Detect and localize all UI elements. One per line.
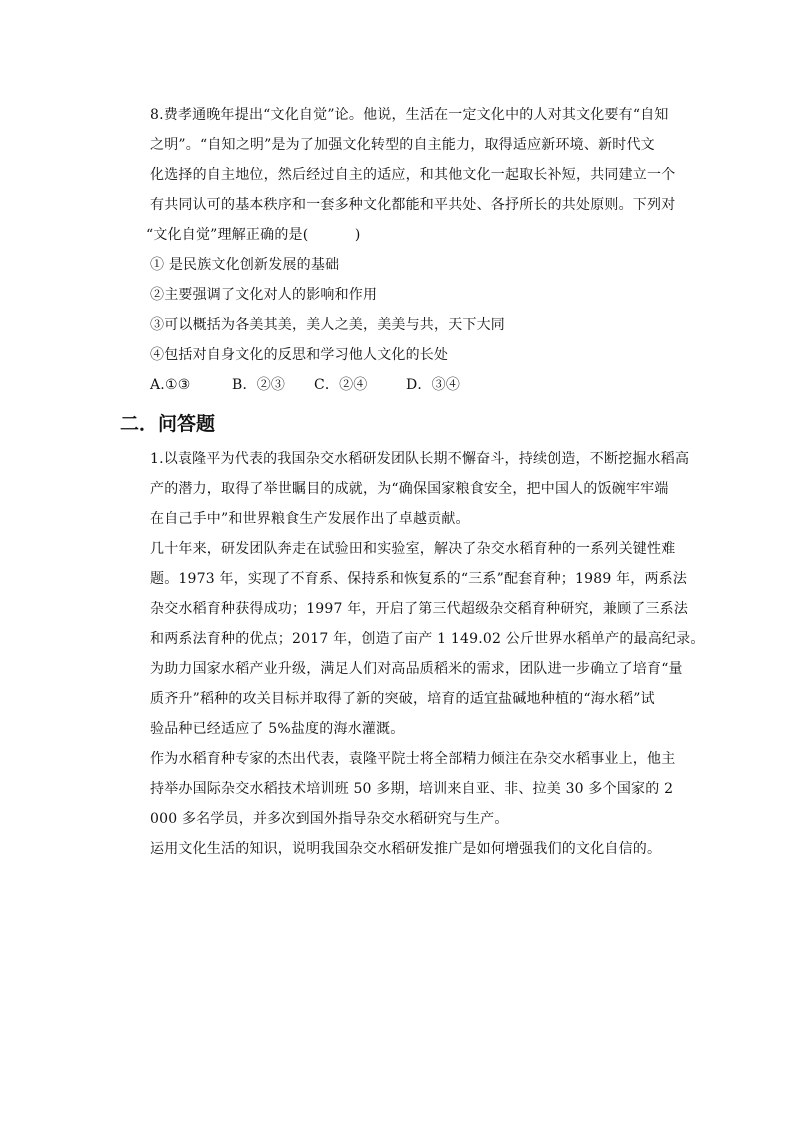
- question-1-line: 1.以袁隆平为代表的我国杂交水稻研发团队长期不懈奋斗，持续创造，不断挖掘水稻高: [150, 451, 690, 467]
- question-1-line: 000 多名学员，并多次到国外指导杂交水稻研究与生产。: [150, 811, 509, 827]
- question-8-line: 有共同认可的基本秩序和一套多种文化都能和平共处、各抒所长的共处原则。下列对: [150, 197, 676, 213]
- option-1: ① 是民族文化创新发展的基础: [150, 257, 340, 273]
- choice-a: A.①③: [150, 377, 191, 393]
- question-1-line: 验品种已经适应了 5%盐度的海水灌溉。: [150, 721, 405, 737]
- question-1-line: 杂交水稻育种获得成功；1997 年，开启了第三代超级杂交稻育种研究，兼顾了三系法: [150, 601, 689, 617]
- question-1-line: 持举办国际杂交水稻技术培训班 50 多期，培训来自亚、非、拉美 30 多个国家的 2: [150, 781, 674, 797]
- choice-b: B．②③: [232, 377, 286, 393]
- question-1-line: 为助力国家水稻产业升级，满足人们对高品质稻米的需求，团队进一步确立了培育“量: [150, 661, 683, 677]
- question-1-line: 在自己手中”和世界粮食生产发展作出了卓越贡献。: [150, 511, 470, 527]
- question-1: [120, 444, 705, 864]
- question-1-line: 作为水稻育种专家的杰出代表，袁隆平院士将全部精力倾注在杂交水稻事业上，他主: [150, 751, 676, 767]
- question-1-line: 质齐升”稻种的攻关目标并取得了新的突破，培育的适宜盐碱地种植的“海水稻”试: [150, 691, 655, 707]
- question-8-line: 8.费孝通晚年提出“文化自觉”论。他说，生活在一定文化中的人对其文化要有“自知: [150, 107, 669, 123]
- question-8-line: “文化自觉”理解正确的是( ): [146, 227, 361, 243]
- option-2: ②主要强调了文化对人的影响和作用: [150, 287, 378, 303]
- question-8-line: 之明”。“自知之明”是为了加强文化转型的自主能力，取得适应新环境、新时代文: [150, 137, 655, 153]
- option-3: ③可以概括为各美其美，美人之美，美美与共，天下大同: [150, 317, 505, 333]
- question-1-line: 运用文化生活的知识，说明我国杂交水稻研发推广是如何增强我们的文化自信的。: [150, 841, 662, 857]
- choice-d: D．③④: [406, 377, 461, 393]
- option-4: ④包括对自身文化的反思和学习他人文化的长处: [150, 347, 449, 363]
- question-1-line: 产的潜力，取得了举世瞩目的成就，为“确保国家粮食安全，把中国人的饭碗牢牢端: [150, 481, 669, 497]
- question-1-line: 题。1973 年，实现了不育系、保持系和恢复系的“三系”配套育种；1989 年，两系法: [150, 571, 688, 587]
- page-content: [120, 100, 705, 864]
- section-title: 二．问答题: [120, 413, 216, 435]
- question-8: [120, 100, 680, 400]
- question-8-line: 化选择的自主地位，然后经过自主的适应，和其他文化一起取长补短，共同建立一个: [150, 167, 676, 183]
- question-1-line: 和两系法育种的优点；2017 年，创造了亩产 1 149.02 公斤世界水稻单产的最高纪录。: [150, 631, 705, 647]
- question-1-line: 几十年来，研发团队奔走在试验田和实验室，解决了杂交水稻育种的一系列关键性难: [150, 541, 676, 557]
- answer-choices: [120, 370, 680, 400]
- choice-c: C．②④: [314, 377, 368, 393]
